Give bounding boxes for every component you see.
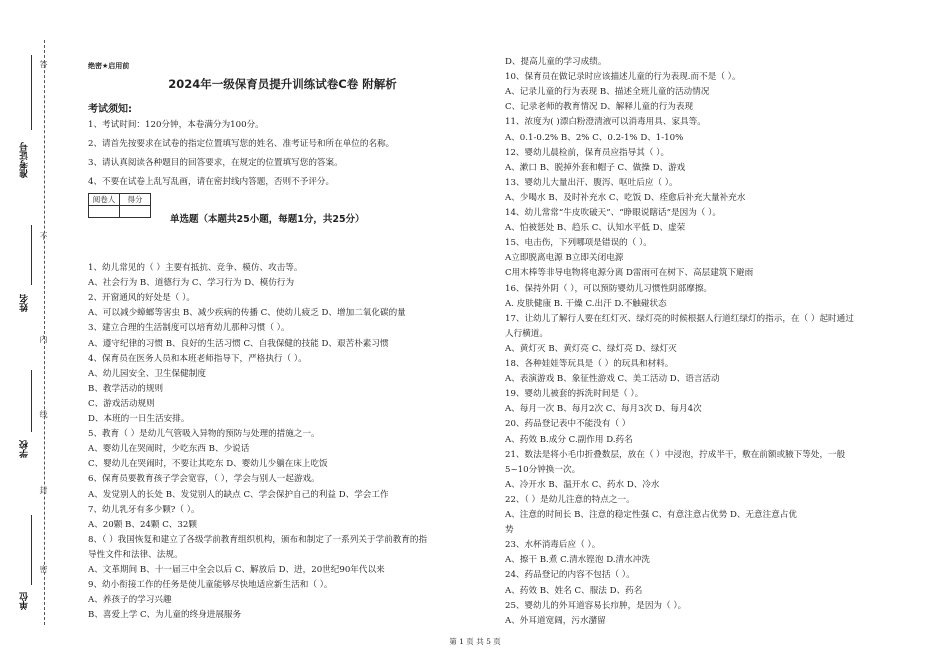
question-line: A、擦干 B.煮 C.清水铿泡 D.清水冲洗	[505, 555, 650, 566]
question-line: 4、保育员在医务人员和本班老师指导下，严格执行（ ）。	[88, 353, 307, 364]
question-line: 5~10分钟换一次。	[505, 464, 581, 475]
question-line: 12、婴幼儿晨检前，保育员应指导其（ ）。	[505, 147, 670, 158]
question-line: 22、（ ）是幼儿注意的特点之一。	[505, 494, 635, 505]
question-line: 16、保持外阴（ ），可以预防婴幼儿习惯性阴部摩擦。	[505, 283, 713, 294]
question-line: 19、婴幼儿被套的拆洗时间是（ ）。	[505, 389, 644, 400]
seal-char: 答	[39, 60, 48, 69]
ticket-number-label: 准考证号	[20, 142, 30, 178]
question-line: A、遵守纪律的习惯 B、良好的生活习惯 C、自我保健的技能 D、艰苦朴素习惯	[88, 338, 389, 349]
question-line: A、记录儿童的行为表现 B、描述全班儿童的活动情况	[505, 87, 710, 98]
question-line: 14、幼儿常常“牛皮吹破天”、“睁眼说瞎话”是因为（ ）。	[505, 208, 722, 218]
unit-label: 单位	[20, 592, 30, 610]
grader-cell[interactable]	[89, 206, 120, 218]
school-label: 学校	[20, 440, 30, 458]
question-line: 8、（ ）我国恢复和建立了各级学前教育组织机构，颁布和制定了一系列关于学前教育的指	[88, 534, 428, 545]
question-line: 18、各种娃娃等玩具是（ ）的玩具和材料。	[505, 359, 674, 369]
question-line: A、发觉别人的长处 B、发觉别人的缺点 C、学会保护自己的利益 D、学会工作	[88, 489, 389, 500]
question-line: 导性文件和法律、法规。	[88, 549, 183, 560]
school-field[interactable]	[31, 370, 32, 432]
question-line: A、外耳道宽阔，污水潴留	[505, 615, 606, 626]
name-field[interactable]	[31, 225, 32, 285]
question-line: A、少喝水 B、及时补充水 C、吃饭 D、痊愈后补充大量补充水	[505, 192, 746, 203]
seal-dashed-line	[44, 40, 45, 625]
question-line: 人行横道。	[505, 328, 548, 339]
notice-rule: 2、请首先按要求在试卷的指定位置填写您的姓名、准考证号和所在单位的名称。	[88, 139, 395, 149]
question-line: A、每月一次 B、每月2次 C、每月3次 D、每月4次	[505, 404, 702, 415]
notice-rule: 3、请认真阅读各种题目的回答要求，在规定的位置填写您的答案。	[88, 158, 343, 168]
binding-margin	[0, 0, 62, 671]
question-line: A、0.1-0.2% B、2% C、0.2-1% D、1-10%	[505, 132, 684, 143]
question-line: A、怕被惩处 B、趋乐 C、认知水平低 D、虚荣	[505, 223, 686, 234]
question-line: A、社会行为 B、道德行为 C、学习行为 D、模仿行为	[88, 278, 295, 289]
question-line: A、20颗 B、24颗 C、32颗	[88, 519, 197, 530]
question-line: A、养孩子的学习兴趣	[88, 595, 172, 606]
question-line: A、婴幼儿在哭闹时，少吃东西 B、少说话	[88, 444, 250, 455]
question-line: 13、婴幼儿大量出汗、腹泻、呕吐后应（ ）。	[505, 177, 678, 188]
question-line: B、喜爱上学 C、为儿童的终身进展服务	[88, 610, 242, 621]
question-line: 5、教育（ ）是幼儿气管吸入异物的预防与处理的措施之一。	[88, 429, 320, 440]
question-line: 7、幼儿乳牙有多少颗?（ ）。	[88, 504, 200, 515]
page-title: 2024年一级保育员提升训练试卷C卷 附解析	[168, 77, 397, 91]
question-line: A立即脱离电源 B立即关闭电源	[505, 253, 624, 264]
seal-char: 内	[39, 335, 48, 344]
question-line: 25、婴幼儿的外耳道容易长疖肿，是因为（ ）。	[505, 600, 687, 611]
unit-field[interactable]	[31, 515, 32, 585]
question-line: A、药效 B、姓名 C、服法 D、药名	[505, 585, 643, 596]
question-line: A、可以减少蟑螂等害虫 B、减少疾病的传播 C、使幼儿疲乏 D、增加二氧化碳的量	[88, 308, 406, 319]
question-line: 3、建立合理的生活制度可以培育幼儿那种习惯（ ）。	[88, 323, 290, 334]
name-label: 姓名	[20, 294, 30, 312]
notice-rule: 1、考试时间：120分钟，本卷满分为100分。	[88, 120, 264, 130]
question-line: 1、幼儿常见的（ ）主要有抵抗、竞争、模仿、攻击等。	[88, 263, 303, 273]
score-table	[88, 193, 151, 218]
question-line: 9、幼小衔接工作的任务是使儿童能够尽快地适应新生活和（ ）。	[88, 580, 333, 591]
question-line: B、教学活动的规则	[88, 383, 164, 394]
question-line: A. 皮肤健康 B. 干燥 C.出汗 D.不触碰状态	[505, 298, 667, 309]
question-line: A、黄灯灭 B、黄灯亮 C、绿灯亮 D、绿灯灭	[505, 343, 677, 354]
grader-header: 阅卷人	[89, 194, 120, 206]
ticket-number-field[interactable]	[31, 55, 32, 130]
question-line: 2、开窗通风的好处是（ ）。	[88, 293, 196, 304]
question-line: C、记录老师的教育情况 D、解释儿童的行为表现	[505, 102, 694, 113]
question-line: 势	[505, 525, 514, 536]
score-cell[interactable]	[120, 206, 151, 218]
seal-char: 线	[39, 410, 48, 419]
question-line: D、提高儿童的学习成绩。	[505, 57, 607, 67]
question-line: D、本班的一日生活安排。	[88, 414, 190, 424]
question-line: 24、药品登记的内容不包括（ ）。	[505, 570, 635, 581]
question-line: C用木棒等非导电物将电源分离 D雷雨可在树下、高层建筑下避雨	[505, 268, 754, 279]
question-line: C、婴幼儿在哭闹时，不要让其吃东 D、婴幼儿少躺在床上吃饭	[88, 459, 328, 470]
question-line: 21、数法是将小毛巾折叠数层，放在（ ）中浸泡，拧成半干，敷在前额或腋下等处，一般	[505, 449, 846, 460]
seal-char: 封	[39, 486, 48, 495]
question-line: 11、浓度为( )漂白粉澄清液可以消毒用具、家具等。	[505, 117, 706, 128]
section-title: 单选题（本题共25小题，每题1分，共25分）	[170, 214, 365, 225]
question-line: A、注意的时间长 B、注意的稳定性强 C、有意注意占优势 D、无意注意占优	[505, 510, 797, 520]
question-line: C、游戏活动规则	[88, 398, 155, 409]
question-line: 23、水杯消毒后应（ ）。	[505, 540, 601, 551]
score-header: 得分	[120, 194, 151, 206]
seal-char: 不	[39, 232, 48, 241]
question-line: A、文革期间 B、十一届三中全会以后 C、解放后 D、进，20世纪90年代以来	[88, 565, 385, 575]
question-line: 15、电击伤，下列哪项是错误的（ ）。	[505, 238, 652, 249]
question-line: A、药效 B.成分 C.副作用 D.药名	[505, 434, 633, 445]
question-line: A、幼儿园安全、卫生保健制度	[88, 368, 206, 379]
question-line: 20、药品登记表中不能没有（ ）	[505, 419, 631, 430]
question-line: A、表演游戏 B、象征性游戏 C、美工活动 D、语言活动	[505, 374, 720, 385]
notice-title: 考试须知:	[88, 104, 132, 115]
question-line: 17、让幼儿了解行人要在红灯灭、绿灯亮的时候根据人行道红绿灯的指示，在（ ）起时通过	[505, 313, 854, 324]
question-line: A、冷开水 B、温开水 C、药水 D、冷水	[505, 479, 660, 490]
seal-char: 密	[39, 565, 48, 574]
secret-mark: 绝密★启用前	[88, 62, 130, 70]
page-footer: 第 1 页 共 5 页	[449, 637, 501, 646]
notice-rule: 4、不要在试卷上乱写乱画，请在密封线内答题，否则不予评分。	[88, 177, 335, 187]
question-line: 10、保育员在做记录时应该描述儿童的行为表现.而不是（ ）。	[505, 72, 741, 83]
question-line: 6、保育员要教育孩子学会宽容，（ ），学会与别人一起游戏。	[88, 474, 320, 485]
question-line: A、漱口 B、脱掉外套和帽子 C、做操 D、游戏	[505, 162, 686, 173]
